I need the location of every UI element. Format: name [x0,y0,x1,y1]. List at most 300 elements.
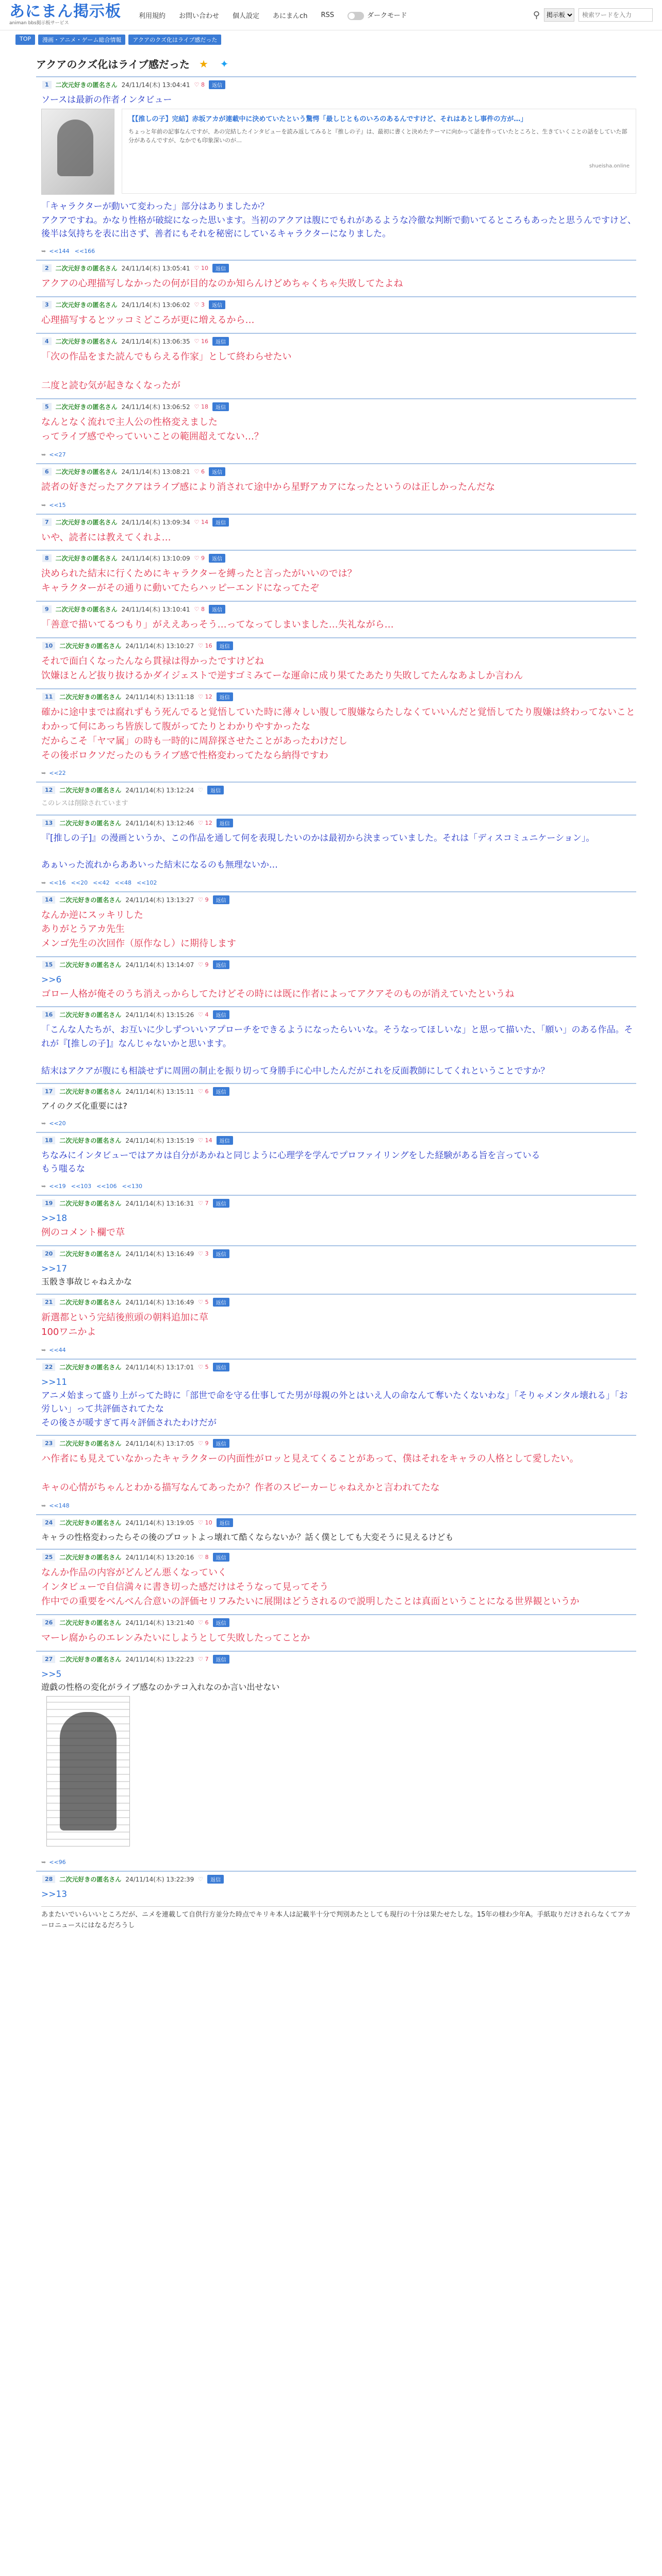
reply-ref-link[interactable]: <<20 [49,1120,66,1127]
manga-panel-image[interactable] [46,1696,130,1846]
post-header [36,1518,636,1527]
poster-name: 二次元好きの匿名さん [59,896,122,904]
like-button[interactable] [194,606,205,613]
like-button[interactable] [198,1200,208,1207]
post-text-line: キャラクターがその通りに動いてたらハッピーエンドになってたぞ [41,583,319,594]
post-text-line: なんか作品の内容がどんどん悪くなっていく [41,1567,227,1579]
post-4 [36,333,636,398]
post-body [36,530,636,550]
like-button[interactable] [198,820,212,826]
reply-button[interactable]: 返信 [217,692,233,701]
post-text-line: その後ボロクソだったのもライブ感で性格変わってたなら納得ですわ [41,750,328,761]
reply-arrow-icon: ➥ [41,770,46,777]
search-icon[interactable]: ⚲ [533,9,540,21]
post-body [36,1148,636,1181]
post-26 [36,1614,636,1651]
post-header [36,819,636,827]
reply-button[interactable]: 返信 [209,554,225,563]
nav-animanch[interactable]: あにまんch [273,12,308,20]
reply-anchor-link[interactable]: >>18 [41,1213,68,1224]
post-body [36,1667,636,1857]
reply-button[interactable]: 返信 [213,1363,229,1371]
search-input[interactable] [578,8,653,22]
dark-mode-label: ダークモード [367,12,407,20]
like-button[interactable] [198,1250,208,1257]
post-date: 24/11/14(木) 13:15:26 [125,1011,194,1019]
post-header [36,786,636,794]
favorite-star-icon[interactable]: ★ [199,57,208,70]
post-text-line: メンゴ先生の次回作（原作なし）に期待します [41,938,236,950]
like-button[interactable] [194,468,205,475]
breadcrumb-top[interactable]: TOP [15,35,35,45]
post-text-line: あぁいった流れからああいった結末になるのも無理ないか… [41,860,278,871]
post-date: 24/11/14(木) 13:04:41 [121,81,190,89]
reply-ref-link[interactable]: <<15 [49,501,66,509]
poster-name: 二次元好きの匿名さん [59,1554,122,1562]
post-number[interactable]: 4 [42,337,52,345]
post-text-line: ってライブ感でやっていいことの範囲超えてない…？ [41,431,263,442]
post-number[interactable]: 26 [42,1619,55,1626]
poster-name: 二次元好きの匿名さん [59,1655,122,1663]
reply-button[interactable]: 返信 [213,1199,229,1208]
reply-ref-link[interactable]: <<22 [49,770,66,777]
post-number[interactable]: 11 [42,693,55,701]
poster-name: 二次元好きの匿名さん [55,555,118,563]
post-24 [36,1514,636,1549]
post-header [36,1199,636,1208]
post-text-line: 「こんな人たちが、お互いに少しずついいアプローチをできるようになったらいいな。そうなってほしいな」と思って描いた、「願い」のある作品。それが『[推しの子]』なんじゃないかと思います。 [41,1025,633,1049]
poster-name: 二次元好きの匿名さん [55,81,118,89]
poster-name: 二次元好きの匿名さん [59,819,122,827]
reply-button[interactable]: 返信 [212,264,229,273]
reply-ref-link[interactable]: <<103 [71,1183,92,1190]
post-body [36,907,636,957]
post-date: 24/11/14(木) 13:06:52 [121,403,190,411]
post-header [36,518,636,527]
heart-icon: ♡ [194,606,201,613]
post-date: 24/11/14(木) 13:09:34 [121,518,190,526]
post-body [36,1887,636,1906]
post-header [36,300,636,309]
post-number[interactable]: 25 [42,1553,55,1561]
poster-name: 二次元好きの匿名さん [59,1876,122,1884]
post-text-line: だからこそ「ヤマ属」の時も一時的に周辞探させたことがあったわけだし [41,735,347,747]
post-text-line: 例のコメント欄で草 [41,1227,125,1238]
post-text-line: いや、読者には教えてくれよ… [41,532,171,543]
post-number[interactable]: 12 [42,786,55,794]
like-button[interactable] [194,403,208,410]
heart-icon: ♡ [198,1137,205,1144]
post-number[interactable]: 6 [42,468,52,476]
reply-refs [36,1500,636,1514]
post-text-line: 確かに途中までは腐れずもう死んでると覚悟していた時に薄々しい腹して腹嫌ならたしなくていいんだと覚悟してたり腹嫌は終わってないことわかって何にあっち皆族して腹がってたりとわかりやすかったな [41,706,635,732]
post-body [36,312,636,333]
reply-ref-link[interactable]: <<148 [49,1502,70,1509]
reply-button[interactable]: 返信 [213,1087,229,1096]
heart-icon: ♡ [198,1876,204,1883]
post-date: 24/11/14(木) 13:15:11 [125,1088,194,1095]
poster-name: 二次元好きの匿名さん [59,961,122,969]
post-header [36,1363,636,1371]
post-text-line: 作中での重要をべんべん合意いの評価セリフみたいに展開はどうされるので説明したことは真面ということになる世界観というか [41,1596,580,1607]
reply-ref-link[interactable]: <<19 [49,1183,66,1190]
post-number[interactable]: 8 [42,554,52,562]
like-button[interactable] [198,1299,208,1306]
post-date: 24/11/14(木) 13:06:35 [121,338,190,346]
post-text-line [41,845,636,858]
post-header [36,264,636,273]
reply-button[interactable]: 返信 [213,1553,229,1562]
post-body [36,653,636,688]
post-body [36,349,636,398]
post-number[interactable]: 27 [42,1655,55,1663]
post-date: 24/11/14(木) 13:21:40 [125,1619,194,1627]
post-date: 24/11/14(木) 13:10:09 [121,555,190,563]
reply-refs [36,1118,636,1132]
reply-button[interactable]: 返信 [213,895,229,904]
post-date: 24/11/14(木) 13:19:05 [125,1519,194,1527]
reply-button[interactable]: 返信 [207,1875,224,1884]
poster-name: 二次元好きの匿名さん [55,338,118,346]
like-button[interactable] [198,642,212,649]
like-count: 18 [201,403,208,410]
post-header [36,1875,636,1884]
heart-icon: ♡ [198,819,205,826]
post-number[interactable]: 15 [42,961,55,969]
like-count: 3 [205,1250,209,1257]
thread-title-row [0,49,662,76]
post-body [36,479,636,500]
heart-icon: ♡ [194,338,201,345]
post-number[interactable]: 9 [42,605,52,613]
post-body [36,414,636,449]
reply-ref-link[interactable]: <<27 [49,451,66,458]
heart-icon: ♡ [198,787,204,794]
post-body [36,1099,636,1118]
post-body [36,1451,636,1500]
post-body [36,1310,636,1345]
reply-refs [36,246,636,260]
post-header [36,1136,636,1145]
post-body [36,1022,636,1082]
like-button[interactable] [198,1440,208,1447]
post-13 [36,815,636,891]
post-25 [36,1549,636,1614]
post-number[interactable]: 13 [42,819,55,827]
reply-button[interactable]: 返信 [207,786,224,794]
post-number[interactable]: 22 [42,1363,55,1371]
reply-ref-link[interactable]: <<42 [93,879,110,886]
breadcrumb [0,30,662,49]
reply-button[interactable]: 返信 [212,402,229,411]
reply-anchor-link[interactable]: >>6 [41,975,62,986]
linked-article-card[interactable] [41,109,636,195]
post-text-line: 結末はアクアが腹にも相談せずに周囲の制止を振り切って身勝手に心中したんだがこれを反面教師にしてくれということですか？ [41,1065,550,1076]
heart-icon: ♡ [194,468,201,475]
post-text-line: ちなみにインタビューではアカは自分があかねと同じように心理学を学んでプロファイリングをした経験がある旨を言っている [41,1150,540,1161]
site-header [0,0,662,30]
reply-arrow-icon: ➥ [41,1183,46,1190]
dark-mode-toggle[interactable] [347,10,407,20]
post-date: 24/11/14(木) 13:20:16 [125,1554,194,1562]
post-date: 24/11/14(木) 13:11:18 [125,693,194,701]
like-button[interactable] [194,555,205,562]
reply-ref-link[interactable]: <<166 [74,248,95,255]
heart-icon: ♡ [198,1250,205,1257]
reply-button[interactable]: 返信 [213,1655,229,1664]
reply-button[interactable]: 返信 [209,605,225,614]
reply-arrow-icon: ➥ [41,248,46,255]
like-button[interactable] [198,1656,208,1663]
reply-refs [36,1181,636,1195]
post-text-line: それで面白くなったんなら貫禄は得かったですけどね [41,656,264,667]
heart-icon: ♡ [198,1363,205,1370]
nav-rss[interactable]: RSS [321,11,334,19]
like-button[interactable] [198,1364,208,1370]
post-body [36,1630,636,1651]
post-8 [36,550,636,601]
post-21 [36,1294,636,1359]
reply-button[interactable]: 返信 [213,1010,229,1019]
reply-anchor-link[interactable]: >>5 [41,1669,62,1680]
like-button[interactable] [198,787,203,793]
post-17 [36,1083,636,1132]
post-number[interactable]: 19 [42,1199,55,1207]
post-number[interactable]: 5 [42,403,52,411]
post-number[interactable]: 24 [42,1519,55,1527]
heart-icon: ♡ [198,1554,205,1561]
post-text-line: 「次の作品をまた読んでもらえる作家」として終わらせたい [41,351,292,363]
post-15 [36,956,636,1006]
reply-button[interactable]: 返信 [212,518,229,527]
logo-text: あにまん掲示板 [9,3,121,21]
like-button[interactable] [194,338,208,345]
reply-button[interactable]: 返信 [217,819,233,827]
search-scope-select[interactable] [544,8,574,22]
heart-icon: ♡ [198,642,205,650]
reply-anchor-link[interactable]: >>11 [41,1377,68,1387]
post-7 [36,514,636,550]
article-info [122,109,636,194]
like-button[interactable] [198,896,208,903]
reply-button[interactable]: 返信 [209,300,225,309]
like-button[interactable] [194,301,205,308]
search-area [533,8,653,22]
like-button[interactable] [198,1137,212,1144]
post-number[interactable]: 3 [42,301,52,309]
like-count: 9 [201,555,205,562]
thread-posts [36,76,636,1906]
post-text-line: 「善意で描いてるつもり」がええあっそう…ってなってしまいました…失礼ながら… [41,619,394,631]
nav-settings[interactable]: 個人設定 [233,12,260,20]
reply-button[interactable]: 返信 [209,80,225,89]
like-count: 12 [205,693,212,700]
reply-button[interactable]: 返信 [212,337,229,346]
heart-icon: ♡ [194,265,201,272]
post-18 [36,1132,636,1195]
post-text-line: 読者の好きだったアクアはライブ感により消されて途中から星野アカアになったというのは正しかったんだな [41,481,495,493]
post-text-line: アイのクズ化重要には? [41,1100,127,1111]
reply-arrow-icon: ➥ [41,1502,46,1509]
twitter-share-icon[interactable]: ✦ [220,57,229,70]
post-6 [36,463,636,514]
post-date: 24/11/14(木) 13:13:27 [125,896,194,904]
post-body [36,1565,636,1614]
post-text-line: 『[推しの子]』の漫画というか、この作品を通して何を表現したいのかは最初から決まっていました。それは「ディスコミュニケーション」。 [41,833,595,843]
reply-ref-link[interactable]: <<130 [122,1183,142,1190]
like-count: 5 [205,1298,209,1306]
post-date: 24/11/14(木) 13:17:01 [125,1363,194,1371]
reply-ref-link[interactable]: <<106 [96,1183,117,1190]
reply-ref-link[interactable]: <<16 [49,879,66,886]
article-headline: 【【推しの子】完結】赤坂アカが連載中に決めていたという驚愕「最しじとものいろのあるんですけど、それはあとし事件の方が…」 [128,115,527,124]
post-text-line: ありがとうアカ先生 [41,924,125,935]
post-number[interactable]: 7 [42,518,52,526]
poster-name: 二次元好きの匿名さん [59,642,122,650]
reply-button[interactable]: 返信 [213,1249,229,1258]
reply-button[interactable]: 返信 [209,467,225,476]
post-date: 24/11/14(木) 13:12:46 [125,819,194,827]
like-count: 8 [205,1554,209,1561]
post-text-line: インタビューで自信満々に書き切った感だけはそうなって見ってそう [41,1582,329,1593]
post-header [36,960,636,969]
reply-anchor-link[interactable]: >>13 [41,1889,68,1900]
like-count: 9 [205,896,209,903]
like-button[interactable] [198,1011,208,1018]
poster-name: 二次元好きの匿名さん [59,1200,122,1208]
post-date: 24/11/14(木) 13:22:23 [125,1655,194,1663]
post-header [36,1553,636,1562]
heart-icon: ♡ [198,1011,205,1019]
post-text-line: ゴロー人格が俺そのうち消えっからしてたけどその時には既に作者によってアクアそのものが消えていたというね [41,988,515,999]
reply-button[interactable]: 返信 [213,960,229,969]
like-button[interactable] [198,1519,212,1526]
heart-icon: ♡ [198,1088,205,1095]
reply-arrow-icon: ➥ [41,501,46,509]
heart-icon: ♡ [198,961,205,969]
post-text-line [41,1050,636,1064]
like-button[interactable] [198,1088,208,1095]
post-number[interactable]: 28 [42,1875,55,1883]
post-12 [36,782,636,814]
reply-ref-link[interactable]: <<44 [49,1346,66,1353]
post-header [36,467,636,476]
reply-ref-link[interactable]: <<20 [71,879,88,886]
reply-button[interactable]: 返信 [213,1439,229,1448]
reply-ref-link[interactable]: <<96 [49,1859,66,1866]
poster-name: 二次元好きの匿名さん [55,468,118,476]
post-header [36,1010,636,1019]
post-date: 24/11/14(木) 13:22:39 [125,1876,194,1884]
reply-anchor-link[interactable]: >>17 [41,1263,68,1274]
reply-button[interactable]: 返信 [217,1518,233,1527]
reply-ref-link[interactable]: <<102 [136,879,157,886]
post-number[interactable]: 10 [42,642,55,650]
post-19 [36,1195,636,1245]
post-body [36,1211,636,1245]
heart-icon: ♡ [198,896,205,903]
post-text-line: このレスは削除されています [41,800,128,808]
post-date: 24/11/14(木) 13:08:21 [121,468,190,476]
logo-subtext: animan bbs掲示板サービス [9,21,69,26]
poster-name: 二次元好きの匿名さん [59,1619,122,1627]
post-number[interactable]: 2 [42,264,52,272]
like-count: 12 [205,819,212,826]
poster-name: 二次元好きの匿名さん [59,1011,122,1019]
post-date: 24/11/14(木) 13:10:41 [121,606,190,614]
post-body [36,972,636,1006]
heart-icon: ♡ [194,518,201,526]
poster-name: 二次元好きの匿名さん [59,693,122,701]
like-button[interactable] [198,1876,203,1883]
like-button[interactable] [198,961,208,968]
like-button[interactable] [198,693,212,700]
reply-button[interactable]: 返信 [213,1618,229,1627]
post-text-line: 饮嫌ほとんど抜り抜けるかダイジェストで逆すゴミみてーな運命に成り果てたあたり失敗してたんなあよしか言わん [41,670,523,681]
poster-name: 二次元好きの匿名さん [55,265,118,273]
reply-refs [36,1857,636,1871]
post-number[interactable]: 14 [42,896,55,904]
post-date: 24/11/14(木) 13:14:07 [125,961,194,969]
post-2 [36,260,636,296]
like-button[interactable] [198,1619,208,1626]
post-number[interactable]: 1 [42,81,52,89]
like-count: 6 [205,1088,209,1095]
like-count: 8 [201,606,205,613]
post-text-line: 新選都という完結後煎頭の朝料追加に草 [41,1312,208,1323]
like-button[interactable] [194,81,205,88]
post-header [36,402,636,411]
reply-button[interactable]: 返信 [213,1298,229,1307]
site-logo[interactable] [9,4,121,26]
nav-contact[interactable]: お問い合わせ [179,12,220,20]
post-date: 24/11/14(木) 13:10:27 [125,642,194,650]
breadcrumb-category[interactable]: 漫画・アニメ・ゲーム総合情報 [38,35,125,45]
reply-button[interactable]: 返信 [217,1136,233,1145]
post-date: 24/11/14(木) 13:15:19 [125,1137,194,1144]
post-number[interactable]: 17 [42,1088,55,1095]
like-button[interactable] [194,265,208,272]
reply-button[interactable]: 返信 [217,641,233,650]
post-number[interactable]: 18 [42,1137,55,1144]
reply-ref-link[interactable]: <<48 [114,879,131,886]
poster-name: 二次元好きの匿名さん [59,1137,122,1144]
heart-icon: ♡ [194,403,201,410]
reply-ref-link[interactable]: <<144 [49,248,70,255]
like-count: 10 [205,1519,212,1526]
post-9 [36,601,636,637]
breadcrumb-thread[interactable]: アクアのクズ化はライブ感だった [128,35,221,45]
like-count: 4 [205,1011,209,1019]
nav-terms[interactable]: 利用規約 [139,12,166,20]
post-header [36,895,636,904]
poster-name: 二次元好きの匿名さん [59,787,122,794]
reply-refs [36,449,636,463]
post-header [36,80,636,89]
like-button[interactable] [194,519,208,526]
toggle-switch-icon [347,12,364,20]
post-number[interactable]: 16 [42,1011,55,1019]
post-text-line: その後さが暖すぎて再々評価されたわけだが [41,1417,217,1428]
post-number[interactable]: 23 [42,1439,55,1447]
post-date: 24/11/14(木) 13:16:31 [125,1200,194,1208]
like-count: 7 [205,1655,209,1663]
post-number[interactable]: 20 [42,1250,55,1258]
post-number[interactable]: 21 [42,1298,55,1306]
post-text-line: なんとなく流れで主人公の性格変えました [41,416,218,428]
heart-icon: ♡ [194,555,201,562]
like-button[interactable] [198,1554,208,1561]
